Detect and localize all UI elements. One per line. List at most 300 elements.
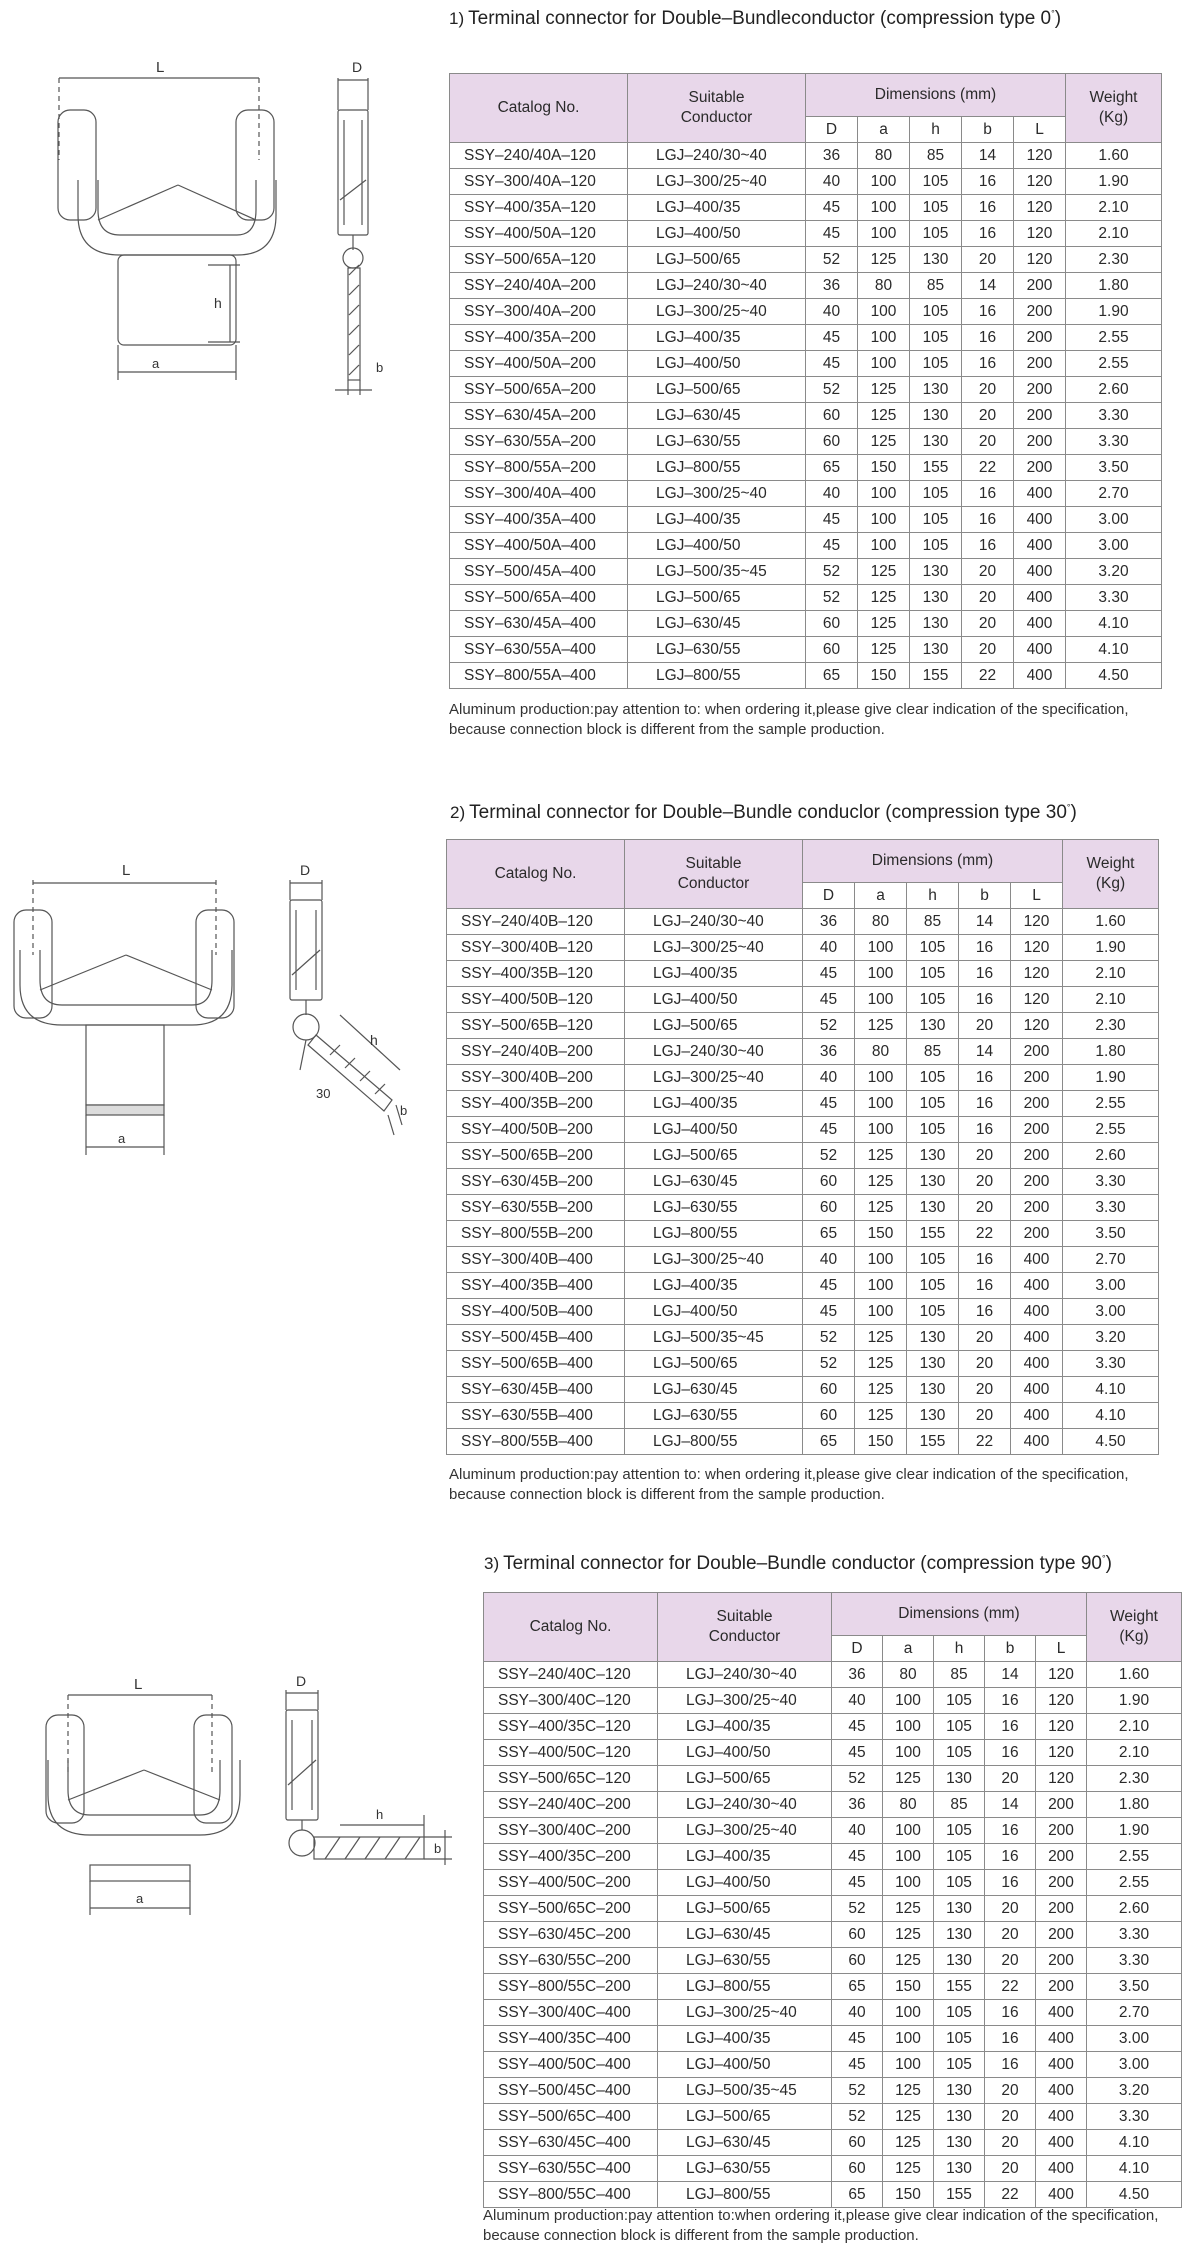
weight-cell: 1.80	[1087, 1792, 1182, 1818]
dim-a-cell: 125	[855, 1403, 907, 1429]
spec-table-1	[449, 73, 1162, 689]
dim-h-cell: 105	[907, 961, 959, 987]
label-h: h	[376, 1807, 384, 1822]
dim-l-cell: 400	[1014, 533, 1066, 559]
dim-a-cell: 125	[883, 2078, 934, 2104]
dim-b-cell: 16	[962, 481, 1014, 507]
conductor-cell: LGJ–800/55	[625, 1429, 803, 1455]
note-line: Aluminum production:pay attention to: when ordering it,please give clear indication of the specification,	[449, 701, 1129, 718]
table-row	[447, 1065, 1159, 1091]
dim-h-cell: 130	[934, 1922, 985, 1948]
dim-d-cell: 60	[832, 1948, 883, 1974]
catalog-cell: SSY–240/40A–120	[450, 143, 628, 169]
header-weight: Weight (Kg)	[1063, 840, 1159, 909]
dim-b-cell: 16	[959, 1247, 1011, 1273]
table-row	[484, 1818, 1182, 1844]
dim-b-cell: 16	[962, 325, 1014, 351]
dim-b-cell: 20	[959, 1169, 1011, 1195]
header-weight: Weight (Kg)	[1087, 1593, 1182, 1662]
dim-h-cell: 105	[907, 1299, 959, 1325]
catalog-cell: SSY–400/35C–200	[484, 1844, 658, 1870]
dim-a-cell: 125	[855, 1377, 907, 1403]
dim-h-cell: 105	[934, 1740, 985, 1766]
dim-b-cell: 22	[959, 1221, 1011, 1247]
catalog-cell: SSY–300/40B–120	[447, 935, 625, 961]
catalog-cell: SSY–800/55B–200	[447, 1221, 625, 1247]
table-row	[484, 2182, 1182, 2208]
weight-cell: 2.55	[1063, 1117, 1159, 1143]
dim-d-cell: 45	[803, 987, 855, 1013]
dim-h-cell: 105	[907, 1247, 959, 1273]
weight-cell: 2.10	[1087, 1714, 1182, 1740]
dim-b-cell: 16	[985, 1740, 1036, 1766]
conductor-cell: LGJ–800/55	[658, 1974, 832, 2000]
dim-b-cell: 20	[985, 1766, 1036, 1792]
dim-h-cell: 105	[910, 481, 962, 507]
weight-cell: 4.50	[1087, 2182, 1182, 2208]
dim-l-cell: 200	[1011, 1221, 1063, 1247]
dim-l-cell: 200	[1011, 1039, 1063, 1065]
conductor-cell: LGJ–400/50	[658, 1740, 832, 1766]
catalog-cell: SSY–300/40A–400	[450, 481, 628, 507]
conductor-cell: LGJ–500/65	[628, 247, 806, 273]
header-dim-b: b	[985, 1636, 1036, 1662]
catalog-cell: SSY–630/45C–200	[484, 1922, 658, 1948]
dim-l-cell: 400	[1014, 663, 1066, 689]
dim-b-cell: 16	[985, 1688, 1036, 1714]
dim-a-cell: 100	[855, 1065, 907, 1091]
label-angle: 30	[316, 1086, 331, 1101]
header-dim-h: h	[910, 117, 962, 143]
note-3	[483, 2206, 1158, 2246]
dim-d-cell: 45	[832, 2052, 883, 2078]
dim-b-cell: 16	[959, 1117, 1011, 1143]
dim-h-cell: 130	[907, 1403, 959, 1429]
weight-cell: 2.10	[1087, 1740, 1182, 1766]
dim-l-cell: 120	[1014, 195, 1066, 221]
dim-l-cell: 200	[1036, 1792, 1087, 1818]
note-line: because connection block is different from the sample production.	[483, 2227, 919, 2244]
dim-d-cell: 65	[806, 663, 858, 689]
dim-a-cell: 100	[855, 1299, 907, 1325]
dim-a-cell: 100	[858, 325, 910, 351]
conductor-cell: LGJ–500/35~45	[625, 1325, 803, 1351]
dim-d-cell: 52	[832, 2078, 883, 2104]
conductor-cell: LGJ–240/30~40	[628, 273, 806, 299]
conductor-cell: LGJ–400/50	[628, 533, 806, 559]
dim-a-cell: 80	[855, 909, 907, 935]
conductor-cell: LGJ–240/30~40	[625, 909, 803, 935]
weight-cell: 1.60	[1087, 1662, 1182, 1688]
dim-d-cell: 40	[832, 1818, 883, 1844]
dim-l-cell: 200	[1036, 1844, 1087, 1870]
dim-b-cell: 16	[959, 1065, 1011, 1091]
dim-d-cell: 36	[806, 273, 858, 299]
dim-b-cell: 16	[959, 935, 1011, 961]
table-row	[447, 1013, 1159, 1039]
dim-l-cell: 120	[1036, 1740, 1087, 1766]
conductor-cell: LGJ–300/25~40	[658, 1688, 832, 1714]
dim-h-cell: 105	[910, 195, 962, 221]
dim-d-cell: 60	[803, 1377, 855, 1403]
dim-h-cell: 105	[907, 1065, 959, 1091]
dim-a-cell: 100	[883, 1870, 934, 1896]
dim-d-cell: 36	[806, 143, 858, 169]
table-row	[450, 377, 1162, 403]
dim-a-cell: 100	[883, 1818, 934, 1844]
conductor-cell: LGJ–400/50	[628, 221, 806, 247]
weight-cell: 3.00	[1063, 1299, 1159, 1325]
dim-a-cell: 100	[855, 1117, 907, 1143]
dim-h-cell: 155	[910, 663, 962, 689]
dim-d-cell: 40	[832, 1688, 883, 1714]
dim-l-cell: 120	[1036, 1766, 1087, 1792]
dim-l-cell: 400	[1014, 611, 1066, 637]
table-row	[450, 403, 1162, 429]
dim-d-cell: 45	[832, 1844, 883, 1870]
dim-h-cell: 130	[910, 403, 962, 429]
label-D: D	[352, 59, 363, 75]
weight-cell: 4.50	[1063, 1429, 1159, 1455]
header-catalog: Catalog No.	[484, 1593, 658, 1662]
catalog-cell: SSY–630/55B–200	[447, 1195, 625, 1221]
dim-l-cell: 120	[1036, 1714, 1087, 1740]
dim-h-cell: 85	[907, 909, 959, 935]
header-dim-b: b	[959, 883, 1011, 909]
dim-d-cell: 60	[806, 611, 858, 637]
header-dim-d: D	[806, 117, 858, 143]
catalog-cell: SSY–240/40A–200	[450, 273, 628, 299]
dim-h-cell: 130	[907, 1325, 959, 1351]
note-line: because connection block is different from the sample production.	[449, 1486, 885, 1503]
table-row	[447, 909, 1159, 935]
dim-b-cell: 16	[962, 351, 1014, 377]
table-row	[484, 1948, 1182, 1974]
dim-a-cell: 100	[855, 1247, 907, 1273]
weight-cell: 3.30	[1063, 1195, 1159, 1221]
dim-b-cell: 20	[959, 1013, 1011, 1039]
dim-h-cell: 105	[934, 2000, 985, 2026]
catalog-cell: SSY–400/50C–120	[484, 1740, 658, 1766]
weight-cell: 4.50	[1066, 663, 1162, 689]
table-row	[484, 1896, 1182, 1922]
note-line: Aluminum production:pay attention to: when ordering it,please give clear indication of the specification,	[449, 1466, 1129, 1483]
catalog-cell: SSY–400/35A–400	[450, 507, 628, 533]
conductor-cell: LGJ–630/55	[628, 637, 806, 663]
dim-d-cell: 52	[803, 1013, 855, 1039]
label-h: h	[370, 1032, 378, 1048]
dim-a-cell: 100	[858, 351, 910, 377]
dim-h-cell: 130	[907, 1195, 959, 1221]
dim-b-cell: 20	[962, 585, 1014, 611]
dim-d-cell: 36	[803, 909, 855, 935]
dim-d-cell: 40	[806, 481, 858, 507]
section-number: 1)	[449, 9, 465, 28]
catalog-cell: SSY–300/40C–200	[484, 1818, 658, 1844]
weight-cell: 2.10	[1063, 961, 1159, 987]
dim-h-cell: 105	[910, 169, 962, 195]
table-row	[447, 1091, 1159, 1117]
header-dimensions: Dimensions (mm)	[803, 840, 1063, 883]
dim-d-cell: 45	[806, 507, 858, 533]
catalog-cell: SSY–630/55B–400	[447, 1403, 625, 1429]
dim-d-cell: 52	[806, 559, 858, 585]
label-L: L	[156, 59, 165, 76]
dim-d-cell: 40	[832, 2000, 883, 2026]
dim-d-cell: 45	[803, 1273, 855, 1299]
header-catalog: Catalog No.	[447, 840, 625, 909]
section-1-title	[449, 8, 1061, 30]
table-row	[447, 1195, 1159, 1221]
dim-b-cell: 16	[985, 1870, 1036, 1896]
dim-d-cell: 60	[832, 1922, 883, 1948]
dim-l-cell: 120	[1011, 909, 1063, 935]
conductor-cell: LGJ–400/35	[658, 2026, 832, 2052]
dim-l-cell: 120	[1036, 1662, 1087, 1688]
conductor-cell: LGJ–400/35	[628, 507, 806, 533]
table-row	[450, 481, 1162, 507]
conductor-cell: LGJ–240/30~40	[658, 1662, 832, 1688]
dim-a-cell: 100	[883, 2026, 934, 2052]
conductor-cell: LGJ–500/65	[658, 1896, 832, 1922]
weight-cell: 4.10	[1063, 1377, 1159, 1403]
conductor-cell: LGJ–630/45	[628, 403, 806, 429]
table-row	[450, 299, 1162, 325]
weight-cell: 3.00	[1066, 507, 1162, 533]
degree-mark: °	[1066, 802, 1071, 813]
dim-a-cell: 100	[858, 221, 910, 247]
title-text: Terminal connector for Double–Bundleconductor (compression type 0	[468, 8, 1052, 29]
drawing-straight-connector	[0, 50, 440, 400]
dim-h-cell: 105	[934, 1688, 985, 1714]
dim-b-cell: 16	[962, 221, 1014, 247]
dim-d-cell: 60	[803, 1403, 855, 1429]
dim-l-cell: 400	[1011, 1377, 1063, 1403]
weight-cell: 3.50	[1087, 1974, 1182, 2000]
dim-d-cell: 52	[832, 2104, 883, 2130]
dim-l-cell: 400	[1014, 507, 1066, 533]
dim-a-cell: 125	[883, 1922, 934, 1948]
dim-a-cell: 100	[858, 507, 910, 533]
dim-h-cell: 85	[934, 1792, 985, 1818]
dim-b-cell: 20	[959, 1325, 1011, 1351]
header-dim-b: b	[962, 117, 1014, 143]
dim-a-cell: 150	[858, 455, 910, 481]
dim-a-cell: 100	[855, 935, 907, 961]
weight-cell: 4.10	[1066, 637, 1162, 663]
dim-l-cell: 120	[1014, 221, 1066, 247]
dim-d-cell: 52	[803, 1351, 855, 1377]
dim-b-cell: 20	[985, 2156, 1036, 2182]
title-end: )	[1105, 1553, 1112, 1574]
dim-l-cell: 200	[1014, 429, 1066, 455]
table-row	[450, 325, 1162, 351]
header-dim-l: L	[1011, 883, 1063, 909]
catalog-cell: SSY–630/45C–400	[484, 2130, 658, 2156]
catalog-cell: SSY–800/55A–200	[450, 455, 628, 481]
dim-l-cell: 400	[1036, 2156, 1087, 2182]
dim-h-cell: 130	[907, 1143, 959, 1169]
dim-b-cell: 20	[962, 247, 1014, 273]
dim-l-cell: 400	[1036, 2000, 1087, 2026]
catalog-cell: SSY–400/50C–400	[484, 2052, 658, 2078]
conductor-cell: LGJ–630/55	[658, 2156, 832, 2182]
dim-d-cell: 52	[806, 247, 858, 273]
catalog-cell: SSY–400/50A–200	[450, 351, 628, 377]
dim-a-cell: 150	[883, 2182, 934, 2208]
dim-a-cell: 100	[855, 961, 907, 987]
catalog-cell: SSY–500/65A–400	[450, 585, 628, 611]
dim-l-cell: 200	[1036, 1896, 1087, 1922]
catalog-cell: SSY–400/35A–120	[450, 195, 628, 221]
dim-l-cell: 400	[1036, 2026, 1087, 2052]
dim-a-cell: 125	[858, 637, 910, 663]
dim-b-cell: 16	[985, 1714, 1036, 1740]
section-number: 2)	[450, 803, 466, 822]
conductor-cell: LGJ–400/50	[625, 1299, 803, 1325]
table-row	[484, 2156, 1182, 2182]
dim-h-cell: 105	[907, 935, 959, 961]
conductor-cell: LGJ–630/45	[625, 1377, 803, 1403]
dim-h-cell: 130	[907, 1377, 959, 1403]
dim-d-cell: 60	[803, 1195, 855, 1221]
catalog-cell: SSY–500/65B–120	[447, 1013, 625, 1039]
label-L: L	[122, 862, 131, 879]
dim-d-cell: 40	[803, 1065, 855, 1091]
table-row	[447, 1325, 1159, 1351]
dim-b-cell: 16	[962, 169, 1014, 195]
catalog-cell: SSY–400/35B–200	[447, 1091, 625, 1117]
header-dim-a: a	[883, 1636, 934, 1662]
dim-b-cell: 20	[962, 559, 1014, 585]
header-dim-a: a	[858, 117, 910, 143]
spec-table-3	[483, 1592, 1182, 2208]
dim-a-cell: 100	[883, 1844, 934, 1870]
header-conductor: Suitable Conductor	[628, 74, 806, 143]
dim-a-cell: 125	[883, 2156, 934, 2182]
dim-l-cell: 400	[1011, 1273, 1063, 1299]
dim-d-cell: 45	[806, 195, 858, 221]
dim-h-cell: 130	[910, 429, 962, 455]
dim-l-cell: 400	[1014, 585, 1066, 611]
conductor-cell: LGJ–400/50	[625, 987, 803, 1013]
conductor-cell: LGJ–400/35	[625, 961, 803, 987]
weight-cell: 3.20	[1087, 2078, 1182, 2104]
dim-d-cell: 36	[803, 1039, 855, 1065]
dim-l-cell: 200	[1011, 1117, 1063, 1143]
dim-a-cell: 125	[858, 585, 910, 611]
weight-cell: 2.30	[1063, 1013, 1159, 1039]
conductor-cell: LGJ–500/65	[628, 585, 806, 611]
catalog-cell: SSY–630/45B–400	[447, 1377, 625, 1403]
catalog-cell: SSY–300/40A–120	[450, 169, 628, 195]
dim-a-cell: 125	[855, 1013, 907, 1039]
table-row	[450, 195, 1162, 221]
weight-cell: 1.90	[1066, 169, 1162, 195]
conductor-cell: LGJ–630/55	[625, 1403, 803, 1429]
dim-a-cell: 100	[883, 2052, 934, 2078]
dim-a-cell: 125	[858, 559, 910, 585]
dim-b-cell: 20	[962, 429, 1014, 455]
dim-d-cell: 40	[803, 1247, 855, 1273]
dim-b-cell: 20	[962, 611, 1014, 637]
dim-h-cell: 105	[934, 1818, 985, 1844]
dim-d-cell: 45	[806, 533, 858, 559]
table-row	[447, 1221, 1159, 1247]
label-b: b	[434, 1841, 442, 1856]
header-dim-l: L	[1014, 117, 1066, 143]
weight-cell: 2.55	[1066, 351, 1162, 377]
weight-cell: 3.00	[1063, 1273, 1159, 1299]
weight-cell: 2.60	[1087, 1896, 1182, 1922]
dim-h-cell: 105	[934, 1870, 985, 1896]
dim-a-cell: 100	[858, 533, 910, 559]
table-row	[484, 1974, 1182, 2000]
table-row	[484, 1740, 1182, 1766]
dim-b-cell: 16	[985, 2026, 1036, 2052]
weight-cell: 2.70	[1063, 1247, 1159, 1273]
title-text: Terminal connector for Double–Bundle conductor (compression type 90	[503, 1553, 1102, 1574]
section-2-title	[450, 802, 1077, 824]
label-h: h	[214, 295, 222, 311]
table-row	[450, 455, 1162, 481]
title-end: )	[1054, 8, 1062, 29]
table-row	[484, 2130, 1182, 2156]
dim-b-cell: 20	[962, 377, 1014, 403]
dim-d-cell: 52	[806, 377, 858, 403]
dim-a-cell: 80	[858, 143, 910, 169]
catalog-cell: SSY–500/65A–120	[450, 247, 628, 273]
catalog-cell: SSY–500/45C–400	[484, 2078, 658, 2104]
spec-table-2	[446, 839, 1159, 1455]
weight-cell: 3.30	[1063, 1351, 1159, 1377]
dim-l-cell: 200	[1036, 1922, 1087, 1948]
dim-l-cell: 400	[1011, 1351, 1063, 1377]
note-2	[449, 1465, 1129, 1505]
conductor-cell: LGJ–500/35~45	[658, 2078, 832, 2104]
conductor-cell: LGJ–630/55	[658, 1948, 832, 1974]
catalog-cell: SSY–400/50B–120	[447, 987, 625, 1013]
table-row	[447, 1429, 1159, 1455]
dim-l-cell: 200	[1011, 1091, 1063, 1117]
section-3-title	[484, 1553, 1112, 1575]
dim-l-cell: 400	[1011, 1403, 1063, 1429]
table-row	[484, 1766, 1182, 1792]
weight-cell: 2.60	[1066, 377, 1162, 403]
conductor-cell: LGJ–400/35	[628, 195, 806, 221]
dim-l-cell: 400	[1014, 559, 1066, 585]
dim-l-cell: 400	[1011, 1247, 1063, 1273]
dim-a-cell: 125	[883, 2104, 934, 2130]
dim-a-cell: 80	[858, 273, 910, 299]
dim-a-cell: 100	[855, 1091, 907, 1117]
weight-cell: 3.30	[1087, 2104, 1182, 2130]
weight-cell: 1.90	[1087, 1688, 1182, 1714]
table-row	[450, 507, 1162, 533]
dim-a-cell: 125	[883, 2130, 934, 2156]
conductor-cell: LGJ–300/25~40	[625, 935, 803, 961]
dim-b-cell: 16	[962, 299, 1014, 325]
dim-b-cell: 16	[962, 507, 1014, 533]
weight-cell: 3.20	[1063, 1325, 1159, 1351]
dim-h-cell: 130	[910, 585, 962, 611]
weight-cell: 1.90	[1066, 299, 1162, 325]
dim-l-cell: 200	[1014, 325, 1066, 351]
catalog-cell: SSY–630/45A–400	[450, 611, 628, 637]
catalog-cell: SSY–300/40C–120	[484, 1688, 658, 1714]
catalog-cell: SSY–500/65B–400	[447, 1351, 625, 1377]
note-line: Aluminum production:pay attention to:when ordering it,please give clear indication of the specification,	[483, 2207, 1159, 2224]
